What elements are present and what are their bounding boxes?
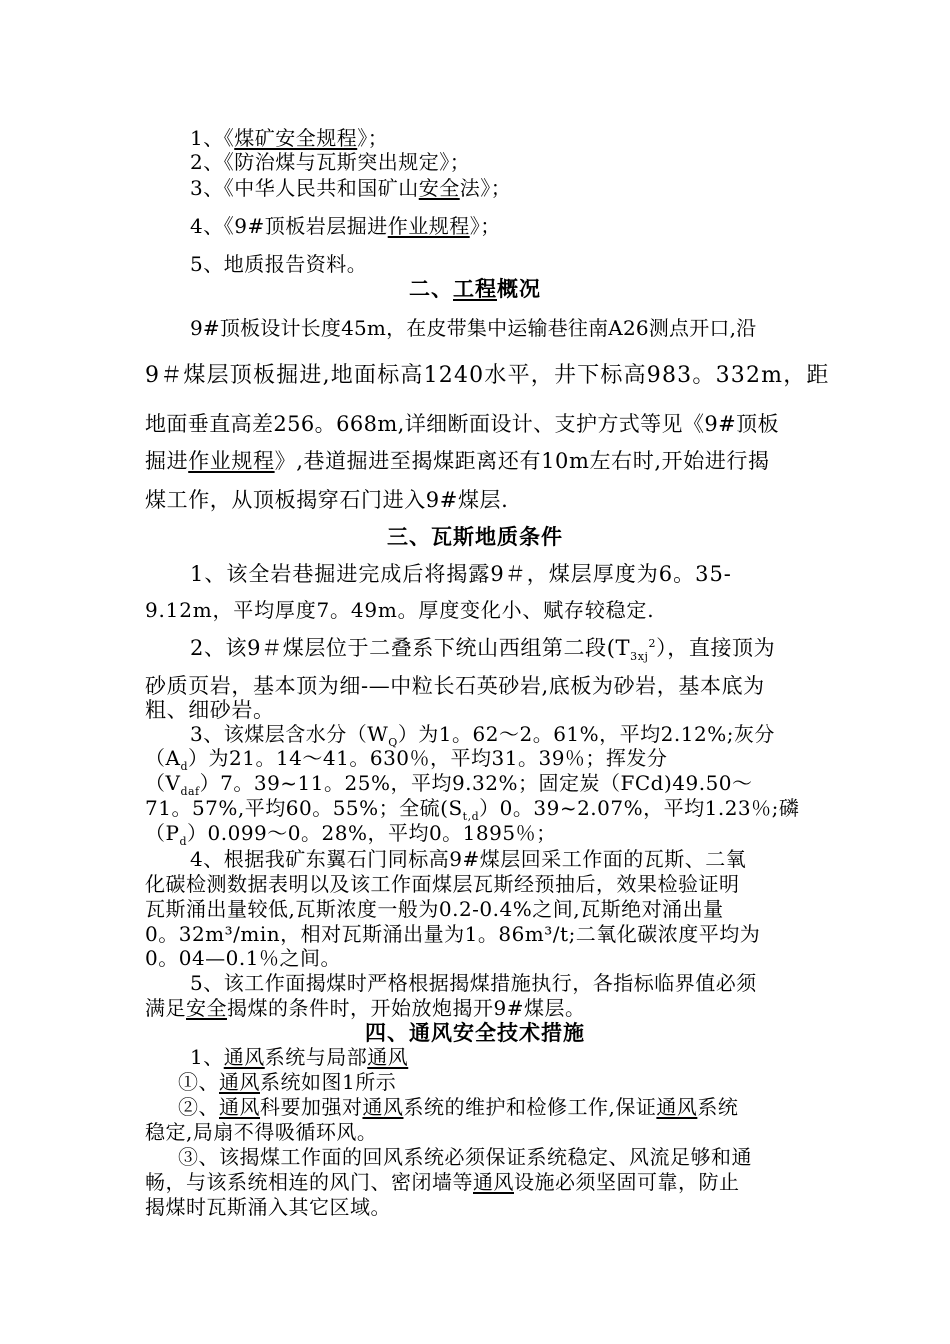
- subscript: Q: [388, 736, 398, 749]
- text-part: ）为1。62～2。61%，平均2.12%;灰分: [397, 722, 775, 746]
- underlined-text: 通风: [473, 1170, 514, 1194]
- paragraph-line: 5、该工作面揭煤时严格根据揭煤措施执行，各指标临界值必须: [190, 971, 757, 995]
- text-part: （V: [145, 771, 181, 795]
- ref-text: 5、地质报告资料。: [190, 252, 368, 276]
- paragraph-line: 粗、细砂岩。: [145, 698, 275, 722]
- text-part: 2、该9＃煤层位于二叠系下统山西组第二段(T: [190, 636, 631, 660]
- paragraph-line: 9.12m，平均厚度7。49m。厚度变化小、赋存较稳定.: [145, 598, 655, 622]
- text-part: 系统: [697, 1095, 739, 1119]
- underlined-text: 通风: [219, 1070, 260, 1094]
- subscript: d: [179, 835, 188, 848]
- text-part: ）0。39~2.07%，平均1.23％;磷: [479, 796, 800, 820]
- paragraph-line: ③、该揭煤工作面的回风系统必须保证系统稳定、风流足够和通: [178, 1145, 752, 1169]
- paragraph-line: 1、该全岩巷掘进完成后将揭露9＃，煤层厚度为6。35-: [190, 562, 732, 586]
- text-part: ①、: [178, 1070, 219, 1094]
- section-heading-4: 四、通风安全技术措施: [365, 1020, 585, 1045]
- text-part: ②、: [178, 1095, 219, 1119]
- text-part: （A: [145, 746, 181, 770]
- paragraph-line: 0。04—0.1％之间。: [145, 946, 341, 970]
- ref-text: 3、《中华人民共和国矿山: [190, 176, 419, 200]
- paragraph-line: 揭煤时瓦斯涌入其它区域。: [145, 1195, 391, 1219]
- underlined-text: 通风: [656, 1095, 698, 1119]
- ref-item-1: [190, 126, 388, 150]
- paragraph-line: 瓦斯涌出量较低,瓦斯浓度一般为0.2-0.4%之间,瓦斯绝对涌出量: [145, 897, 724, 921]
- text-part: ），直接顶为: [656, 636, 776, 660]
- paragraph-line: [145, 1170, 740, 1194]
- text-part: ）0.099～0。28%，平均0。1895％；: [187, 821, 557, 845]
- ref-item-4: [190, 214, 501, 238]
- paragraph-line: [190, 722, 775, 749]
- paragraph-line: [145, 771, 753, 798]
- subscript: daf: [180, 785, 200, 798]
- text-part: 系统的维护和检修工作,保证: [403, 1095, 657, 1119]
- heading-part: 概况: [497, 276, 541, 301]
- text-part: 揭煤的条件时，开始放炮揭开9#煤层。: [227, 996, 586, 1020]
- paragraph-line: [145, 796, 800, 823]
- paragraph-line: 0。32m³/min，相对瓦斯涌出量为1。86m³/t;二氧化碳浓度平均为: [145, 922, 761, 946]
- text-part: ）为21。14～41。630％，平均31。39％；挥发分: [188, 746, 668, 770]
- ref-text: 2、《防治煤与瓦斯突出规定》；: [190, 150, 471, 174]
- text-part: 系统如图1所示: [260, 1070, 397, 1094]
- text-part: 畅，与该系统相连的风门、密闭墙等: [145, 1170, 473, 1194]
- subscript: d: [180, 760, 188, 773]
- paragraph-line: 9＃煤层顶板掘进,地面标高1240水平，井下标高983。332m，距: [145, 363, 830, 388]
- underlined-text: 安全: [186, 996, 227, 1020]
- paragraph-line: 化碳检测数据表明以及该工作面煤层瓦斯经预抽后，效果检验证明: [145, 872, 740, 896]
- section-heading-2: [0, 276, 950, 302]
- text-part: 3、该煤层含水分（W: [190, 722, 389, 746]
- text-part: 设施必须坚固可靠，防止: [514, 1170, 740, 1194]
- underlined-text: 通风: [362, 1095, 404, 1119]
- paragraph-line: 砂质页岩，基本顶为细-—中粒长石英砂岩,底板为砂岩，基本底为: [145, 674, 765, 698]
- subscript: t,d: [462, 810, 480, 823]
- paragraph-line: [178, 1070, 396, 1094]
- ref-underlined: 作业规程: [387, 214, 470, 238]
- ref-text-tail: 》；: [357, 126, 389, 150]
- subscript: 3xj: [630, 650, 649, 664]
- heading-part: 二、: [409, 276, 453, 301]
- text-part: 科要加强对: [260, 1095, 363, 1119]
- ref-text-tail: 》；: [469, 214, 501, 238]
- text-part: 1、: [190, 1045, 224, 1069]
- ref-item-3: [190, 176, 511, 200]
- ref-text: 4、《9#顶板岩层掘进: [190, 214, 388, 238]
- text-part: 掘进: [145, 449, 189, 473]
- paragraph-line: [178, 1095, 738, 1119]
- ref-text-tail: 法》；: [459, 176, 512, 200]
- text-part: ）7。39~11。25%，平均9.32%；固定炭（FCd)49.50～: [199, 771, 753, 795]
- ref-underlined: 安全: [418, 176, 460, 200]
- paragraph-line: 煤工作，从顶板揭穿石门进入9#煤层.: [145, 488, 509, 512]
- paragraph-line: 9#顶板设计长度45m，在皮带集中运输巷往南A26测点开口,沿: [190, 316, 757, 340]
- text-part: 满足: [145, 996, 186, 1020]
- paragraph-line: [145, 996, 585, 1020]
- text-part: 系统与局部: [264, 1045, 368, 1069]
- section-heading-3: 三、瓦斯地质条件: [387, 524, 563, 549]
- superscript: 2: [648, 637, 657, 650]
- ref-text: 1、《: [190, 126, 235, 150]
- paragraph-line: 4、根据我矿东翼石门同标高9#煤层回采工作面的瓦斯、二氧: [190, 847, 747, 871]
- underlined-text: 通风: [219, 1095, 260, 1119]
- underlined-text: 通风: [223, 1045, 265, 1069]
- paragraph-line: [190, 636, 776, 664]
- text-part: 》,巷道掘进至揭煤距离还有10m左右时,开始进行揭: [274, 449, 770, 473]
- paragraph-line: 地面垂直高差256。668m,详细断面设计、支护方式等见《9#顶板: [145, 412, 779, 436]
- paragraph-line: [145, 449, 770, 473]
- ref-item-2: [190, 150, 470, 174]
- paragraph-line: [190, 1045, 408, 1069]
- paragraph-line: [145, 821, 557, 848]
- ref-item-5: [190, 252, 367, 276]
- underlined-text: 作业规程: [188, 449, 275, 473]
- ref-underlined: 煤矿安全规程: [234, 126, 358, 150]
- paragraph-line: [145, 746, 668, 773]
- text-part: 71。57%,平均60。55%；全硫(S: [145, 796, 463, 820]
- underlined-text: 通风: [367, 1045, 409, 1069]
- text-part: （P: [145, 821, 180, 845]
- paragraph-line: 稳定,局扇不得吸循环风。: [145, 1120, 378, 1144]
- heading-underlined: 工程: [453, 276, 497, 301]
